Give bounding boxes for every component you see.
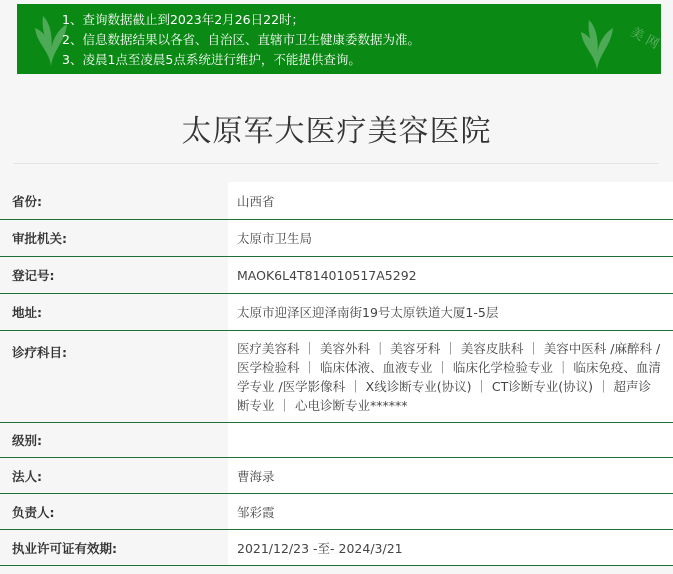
row-label: 诊疗科目:: [12, 345, 67, 360]
leaf-watermark-icon: [577, 14, 617, 72]
row-value: 医疗美容科 ｜ 美容外科 ｜ 美容牙科 ｜ 美容皮肤科 ｜ 美容中医科 /麻醉科 /医学检验科 ｜ 临床体液、血液专业 ｜ 临床化学检验专业 ｜ 临床免疫、血清学专业 /医学影像科 ｜ X线诊断专业(协议) ｜ CT诊断专业(协议) ｜ 超声诊断专业 ｜ 心电诊断专业******: [228, 331, 673, 422]
table-row-province: [0, 182, 673, 220]
watermark-text: 美网: [627, 24, 665, 55]
row-label: 执业许可证有效期:: [12, 540, 117, 556]
table-row-registration-number: [0, 257, 673, 294]
table-row-approval-authority: [0, 220, 673, 257]
leaf-watermark-icon: [31, 10, 71, 68]
notice-line-1: 1、查询数据截止到2023年2月26日22时；: [62, 12, 305, 27]
row-value: 曹海录: [228, 458, 673, 493]
table-row-address: [0, 294, 673, 331]
title-divider: [14, 163, 658, 164]
row-value: 邹彩霞: [228, 494, 673, 529]
notice-banner: [17, 4, 665, 74]
row-label: 审批机关:: [12, 231, 67, 246]
row-value: 太原市迎泽区迎泽南街19号太原铁道大厦1-5层: [228, 294, 673, 330]
notice-line-3: 3、凌晨1点至凌晨5点系统进行维护，不能提供查询。: [62, 52, 361, 67]
table-row-level: [0, 423, 673, 458]
row-label: 级别:: [12, 433, 42, 448]
row-label: 登记号:: [12, 268, 55, 283]
table-row-person-in-charge: [0, 494, 673, 530]
row-label: 地址:: [12, 305, 42, 320]
page-title: 太原军大医疗美容医院: [181, 114, 492, 149]
row-label: 省份:: [12, 193, 42, 209]
notice-line-2: 2、信息数据结果以各省、自治区、直辖市卫生健康委数据为准。: [62, 32, 420, 47]
table-row-license-validity: [0, 530, 673, 566]
row-value: 山西省: [228, 182, 673, 219]
table-row-departments: [0, 331, 673, 423]
row-label: 法人:: [12, 468, 42, 484]
row-value: MAOK6L4T814010517A5292: [228, 257, 673, 293]
row-value: [228, 423, 673, 457]
row-value: 太原市卫生局: [228, 220, 673, 256]
row-value: 2021/12/23 -至- 2024/3/21: [228, 530, 673, 565]
row-label: 负责人:: [12, 504, 55, 520]
table-row-legal-person: [0, 458, 673, 494]
info-table: [0, 182, 673, 566]
